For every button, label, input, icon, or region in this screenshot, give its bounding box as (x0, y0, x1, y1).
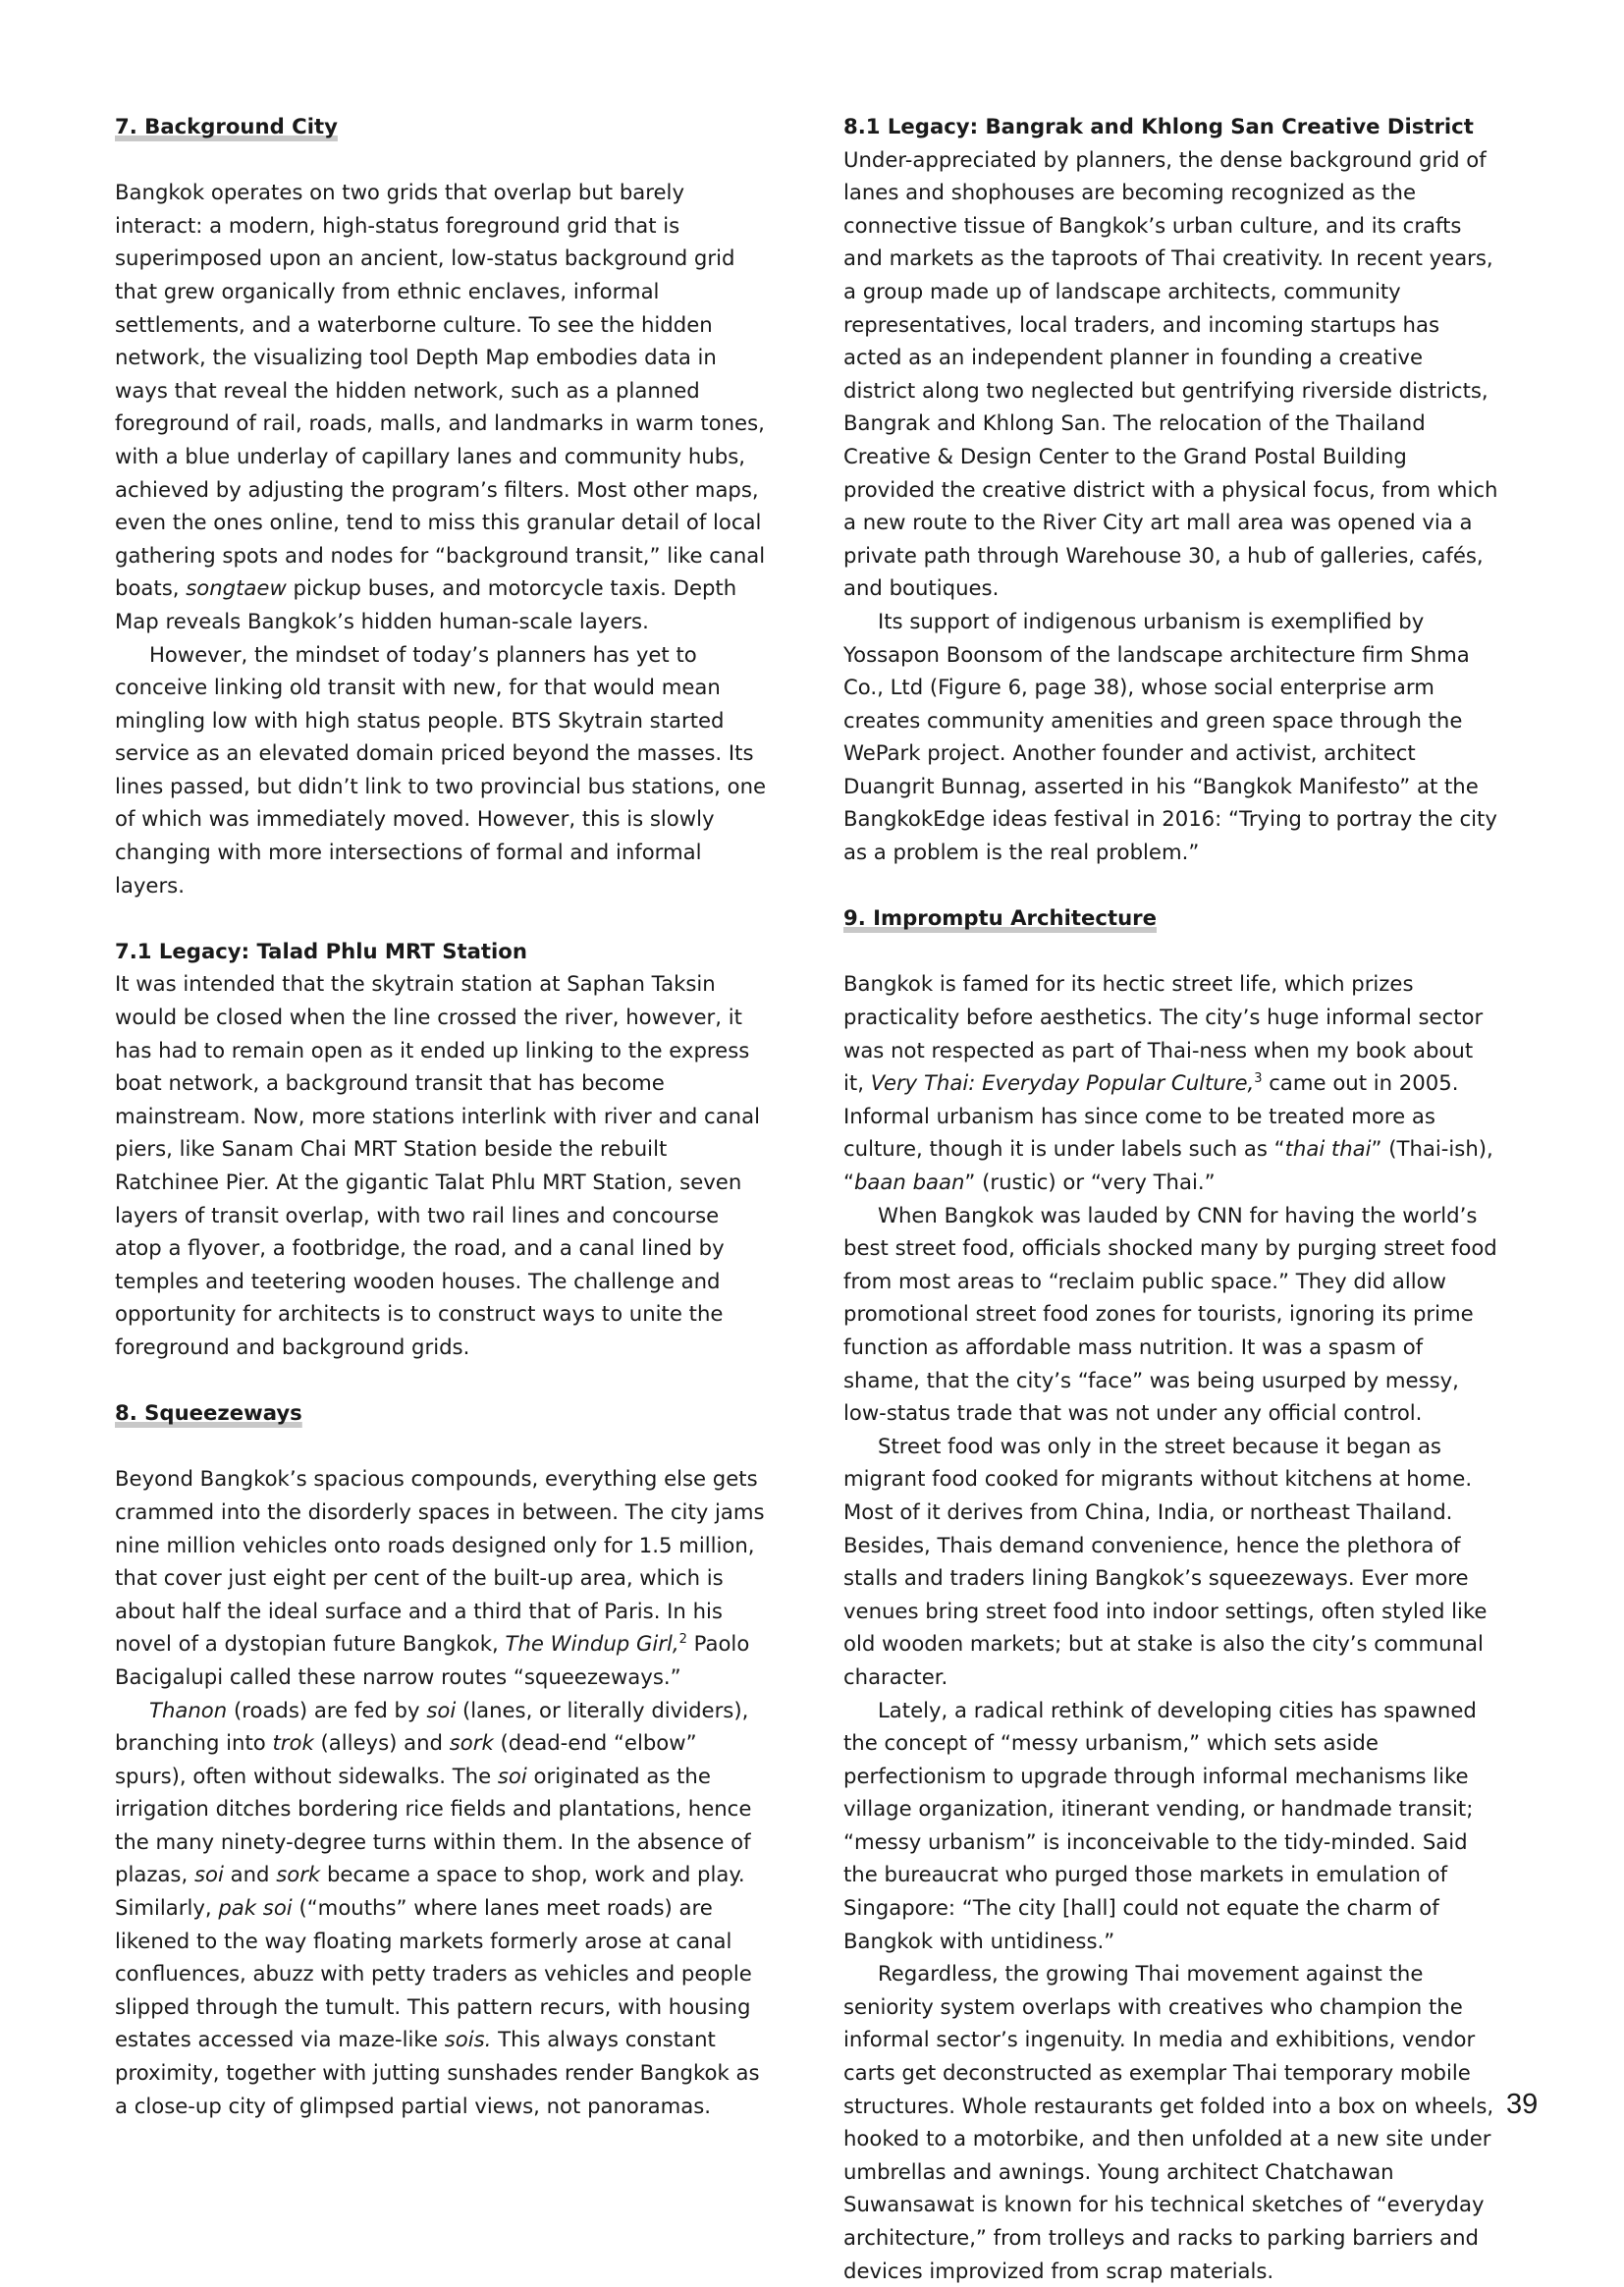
paragraph: Under-appreciated by planners, the dense background grid of lanes and shophouses are becoming recognized as the connective tissue of Bangkok’s urban culture, and its crafts and markets as the taproots of Thai creativity. In recent years, a group made up of landscape architects, community representatives, local traders, and incoming startups has acted as an independent planner in founding a creative district along two neglected but gentrifying riverside districts, Bangrak and Khlong San. The relocation of the Thailand Creative & Design Center to the Grand Postal Building provided the creative district with a physical focus, from which a new route to the River City art mall area was opened via a private path through Warehouse 30, a hub of galleries, cafés, and boutiques. (843, 146, 1498, 601)
section-heading-squeezeways: 8. Squeezeways (115, 1400, 302, 1426)
paragraph: Lately, a radical rethink of developing cities has spawned the concept of “messy urbanism,” which sets aside perfectionism to upgrade through informal mechanisms like village organization, itinerant vending, or handmade transit; “messy urbanism” is inconceivable to the tidy-minded. Said the bureaucrat who purged those markets in emulation of Singapore: “The city [hall] could not equate the charm of Bangkok with untidiness.” (843, 1697, 1477, 1953)
paragraph: Bangkok is famed for its hectic street life, which prizes practicality before aesthetics. The city’s huge informal sector was not respected as part of Thai-ness when my book about it, Very Thai: Everyday Popular Culture,$^3$ came out in 2005. Informal urbanism has since come to be treated more as culture, though it is under labels such as “thai thai” (Thai-ish), “baan baan” (rustic) or “very Thai.” (843, 971, 1493, 1194)
subsection-heading-bangrak-khlong-san: 8.1 Legacy: Bangrak and Khlong San Creative District (843, 114, 1474, 138)
paragraph: Regardless, the growing Thai movement against the seniority system overlaps with creatives who champion the informal sector’s ingenuity. In media and exhibitions, vendor carts get deconstructed as exemplar Thai temporary mobile structures. Whole restaurants get folded into a box on wheels, hooked to a motorbike, and then unfolded at a new site under umbrellas and awnings. Young architect Chatchawan Suwansawat is known for his technical sketches of “everyday architecture,” from trolleys and racks to parking barriers and devices improvized from scrap materials. (843, 1961, 1494, 2283)
paragraph: Its support of indigenous urbanism is exemplified by Yossapon Boonsom of the landscape architecture firm Shma Co., Ltd (Figure 6, page 38), whose social enterprise arm creates community amenities and green space through the WePark project. Another founder and activist, architect Duangrit Bunnag, asserted in his “Bangkok Manifesto” at the BangkokEdge ideas festival in 2016: “Trying to portray the city as a problem is the real problem.” (843, 608, 1497, 865)
paragraph: Thanon (roads) are fed by soi (lanes, or literally dividers), branching into trok (alleys) and sork (dead-end “elbow” spurs), often without sidewalks. The soi originated as the irrigation ditches bordering rice fields and plantations, hence the many ninety-degree turns within them. In the absence of plazas, soi and sork became a space to shop, work and play. Similarly, pak soi (“mouths” where lanes meet roads) are likened to the way floating markets formerly arose at canal confluences, abuzz with petty traders as vehicles and people slipped through the tumult. This pattern recurs, with housing estates accessed via maze-like sois. This always constant proximity, together with jutting sunshades render Bangkok as a close-up city of glimpsed partial views, not panoramas. (115, 1697, 760, 2118)
section-heading-impromptu-architecture: 9. Impromptu Architecture (843, 905, 1157, 931)
left-column (115, 110, 771, 2122)
subsection-heading-talad-phlu: 7.1 Legacy: Talad Phlu MRT Station (115, 938, 527, 963)
paragraph: Street food was only in the street because it began as migrant food cooked for migrants without kitchens at home. Most of it derives from China, India, or northeast Thailand. Besides, Thais demand convenience, hence the plethora of stalls and traders lining Bangkok’s squeezeways. Ever more venues bring street food into indoor settings, often styled like old wooden markets; but at stake is also the city’s communal character. (843, 1433, 1488, 1689)
footnote-ref: 2 (678, 1632, 687, 1648)
paragraph: Beyond Bangkok’s spacious compounds, everything else gets crammed into the disorderly spaces in between. The city jams nine million vehicles onto roads designed only for 1.5 million, that cover just eight per cent of the built-up area, which is about half the ideal surface and a third that of Paris. In his novel of a dystopian future Bangkok, The Windup Girl,$^2$ Paolo Bacigalupi called these narrow routes “squeezeways.” (115, 1466, 765, 1689)
page-number: 39 (1506, 2089, 1539, 2120)
section-heading-background-city: 7. Background City (115, 114, 338, 138)
footnote-ref: 3 (1254, 1071, 1263, 1087)
paragraph: It was intended that the skytrain station at Saphan Taksin would be closed when the line crossed the river, however, it has had to remain open as it ended up linking to the express boat network, a background transit that has become mainstream. Now, more stations interlink with river and canal piers, like Sanam Chai MRT Station beside the rebuilt Ratchinee Pier. At the gigantic Talat Phlu MRT Station, seven layers of transit overlap, with two rail lines and concourse atop a flyover, a footbridge, the road, and a canal lined by temples and teetering wooden houses. The challenge and opportunity for architects is to construct ways to unite the foreground and background grids. (115, 971, 760, 1359)
paragraph: When Bangkok was lauded by CNN for having the world’s best street food, officials shocked many by purging street food from most areas to “reclaim public space.” They did allow promotional street food zones for tourists, ignoring its prime function as affordable mass nutrition. It was a spasm of shame, that the city’s “face” was being usurped by messy, low-status trade that was not under any official control. (843, 1202, 1497, 1426)
paragraph: Bangkok operates on two grids that overlap but barely interact: a modern, high-status foreground grid that is superimposed upon an ancient, low-status background grid that grew organically from ethnic enclaves, informal settlements, and a waterborne culture. To see the hidden network, the visualizing tool Depth Map embodies data in ways that reveal the hidden network, such as a planned foreground of rail, roads, malls, and landmarks in warm tones, with a blue underlay of capillary lanes and community hubs, achieved by adjusting the program’s filters. Most other maps, even the ones online, tend to miss this granular detail of local gathering spots and nodes for “background transit,” like canal boats, songtaew pickup buses, and motorcycle taxis. Depth Map reveals Bangkok’s hidden human-scale layers. (115, 180, 766, 633)
right-column (843, 110, 1499, 2287)
paragraph: However, the mindset of today’s planners has yet to conceive linking old transit with new, for that would mean mingling low with high status people. BTS Skytrain started service as an elevated domain priced beyond the masses. Its lines passed, but didn’t link to two provincial bus stations, one of which was immediately moved. However, this is slowly changing with more intersections of formal and informal layers. (115, 641, 767, 898)
